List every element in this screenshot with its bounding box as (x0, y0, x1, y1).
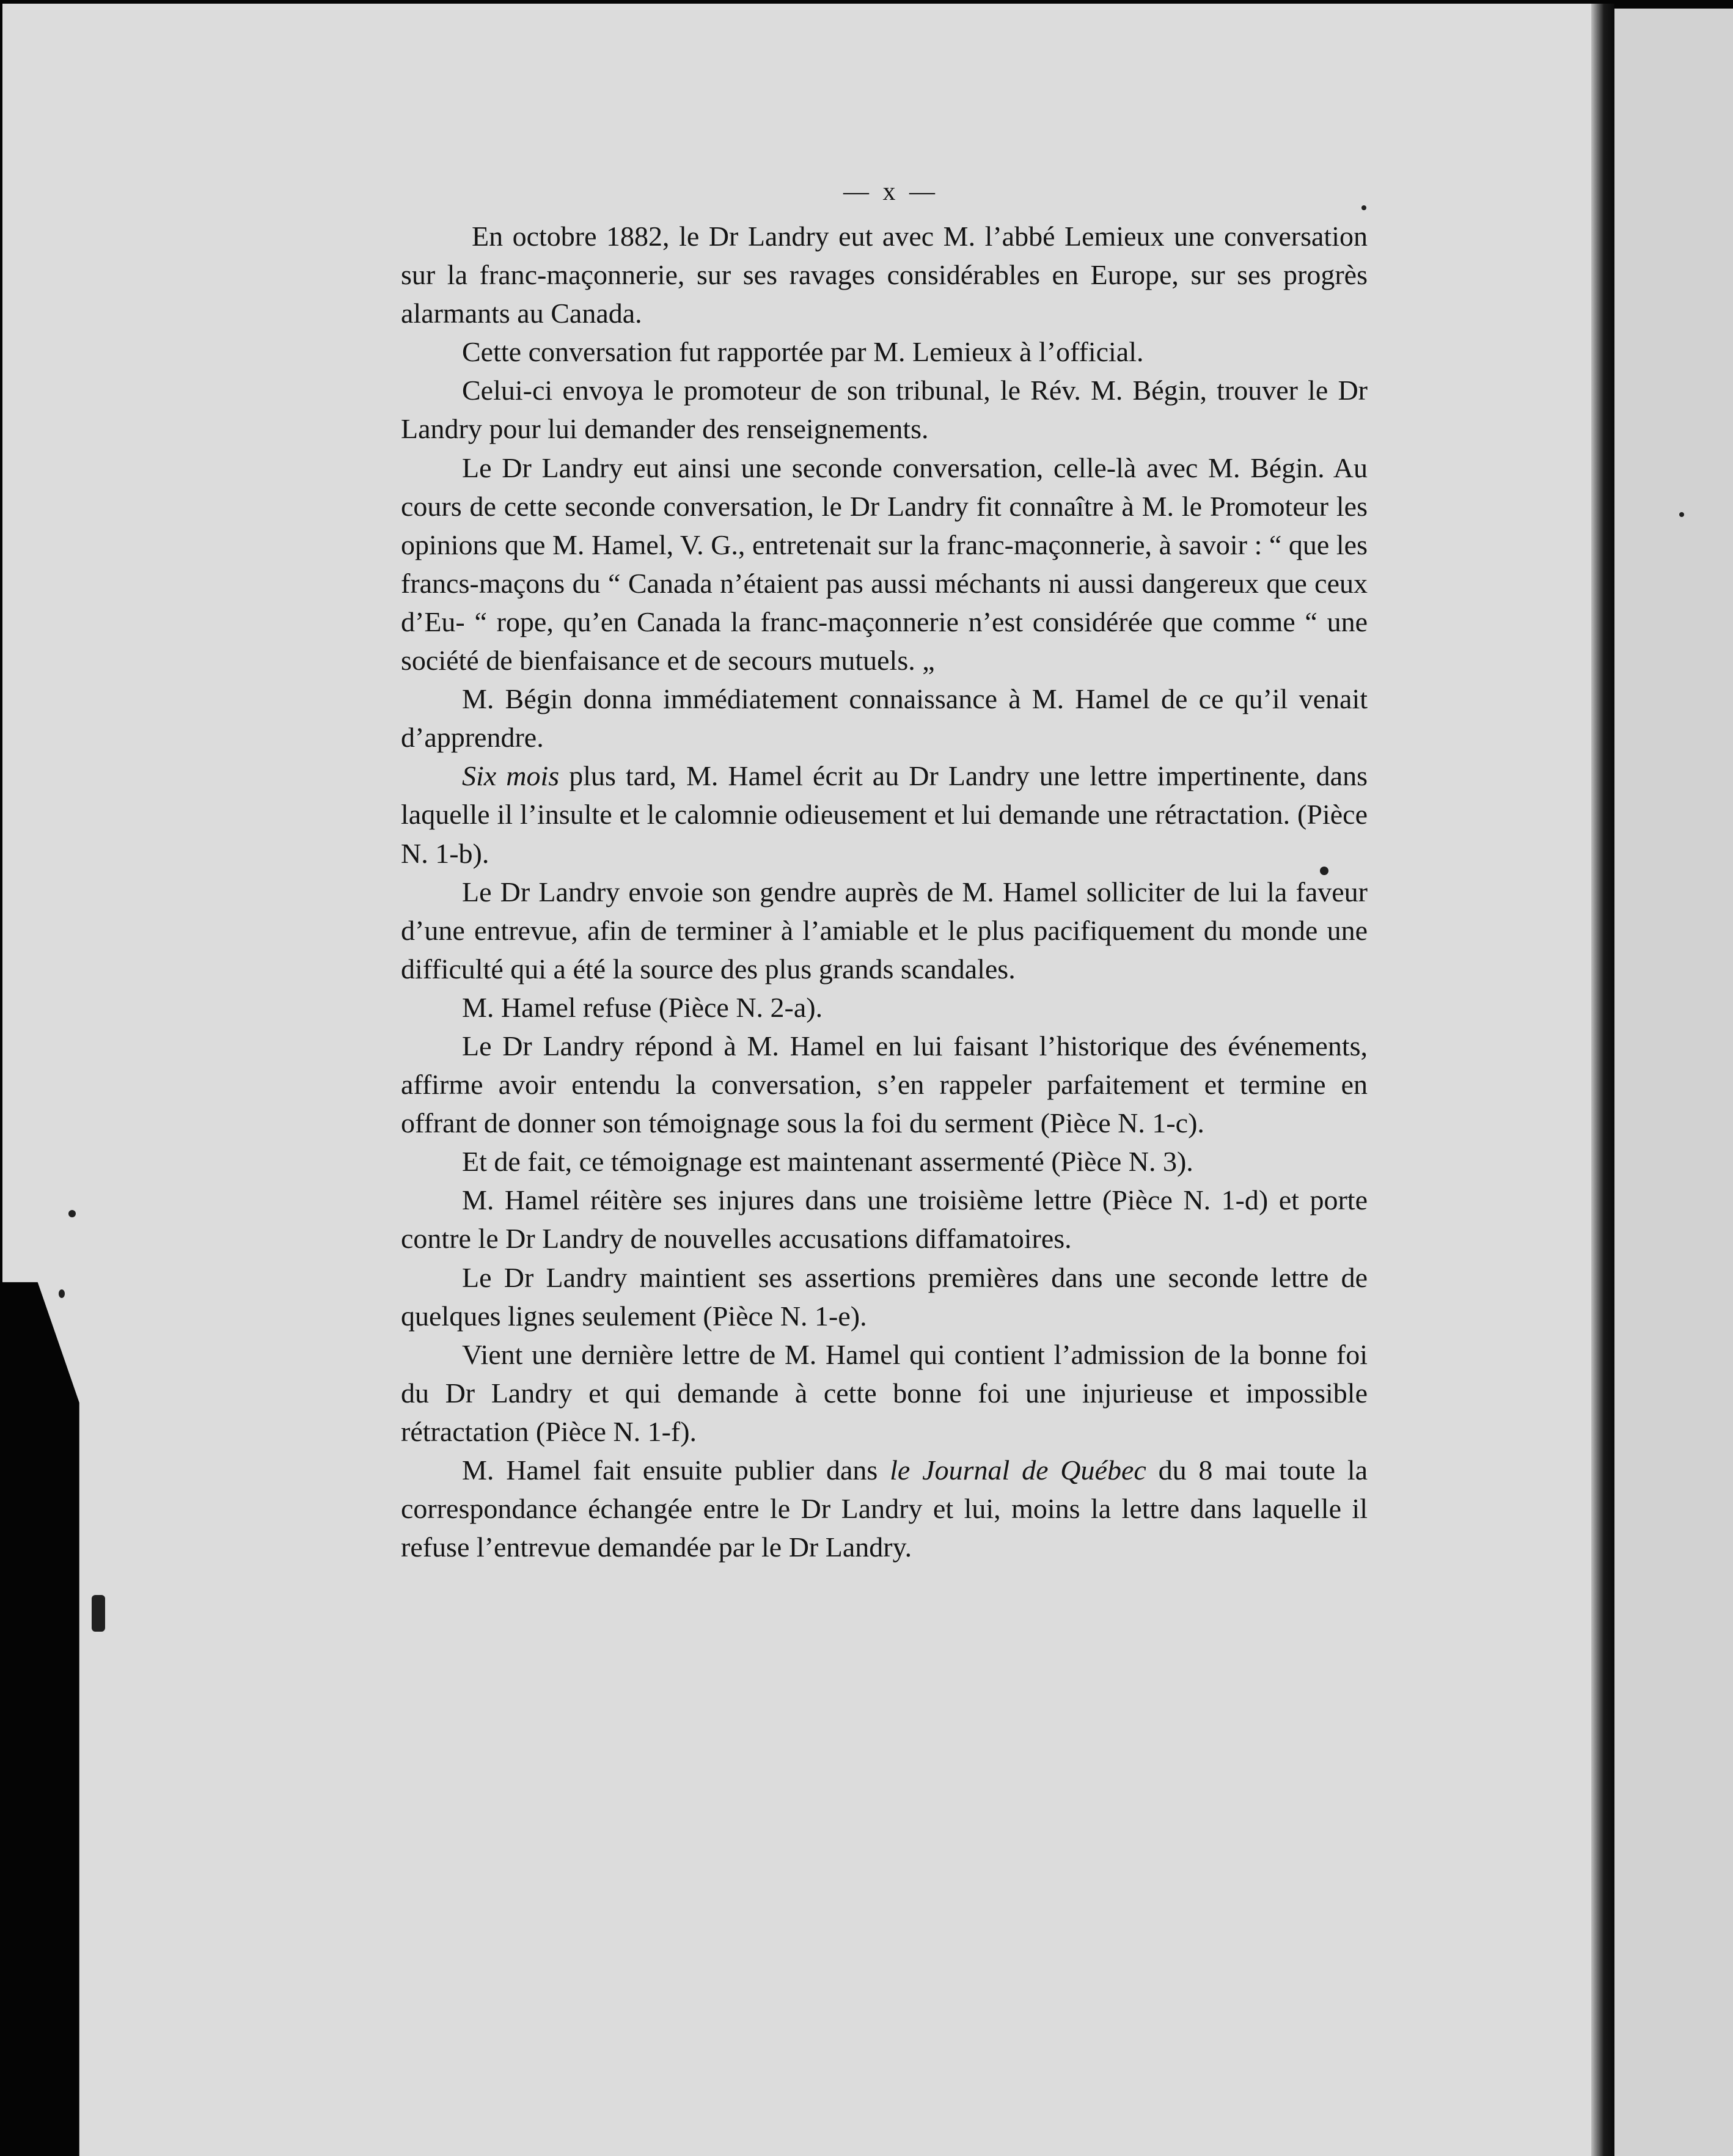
paragraph: M. Hamel réitère ses injures dans une troisième lettre (Pièce N. 1-d) et porte contre le Dr Landry de nouvelles accusations diffamatoires. (401, 1184, 1368, 1255)
paragraph (401, 1451, 1368, 1566)
italic-six-mois: Six mois (462, 760, 560, 792)
scan-speck (1361, 205, 1366, 210)
paragraph: Le Dr Landry eut ainsi une seconde conversation, celle-là avec M. Bégin. Au cours de cette seconde conversation, le Dr Landry fit connaître à M. le Promoteur les opinions que M. Hamel, V. G., entretenait sur la franc-maçonnerie, à savoir : “ que les francs-maçons du “ Canada n’étaient pas aussi méchants ni aussi dangereux que ceux d’Eu- “ rope, qu’en Canada la franc-maçonnerie n’est considérée que comme “ une société de bienfaisance et de secours mutuels. „ (401, 452, 1368, 676)
paragraph: Cette conversation fut rapportée par M. Lemieux à l’official. (462, 336, 1144, 368)
page-number: — x — (843, 178, 939, 206)
paragraph: Le Dr Landry maintient ses assertions premières dans une seconde lettre de quelques lignes seulement (Pièce N. 1-e). (401, 1261, 1368, 1332)
scan-speck (1679, 512, 1684, 517)
scan-speck (59, 1289, 65, 1298)
paragraph: M. Hamel refuse (Pièce N. 2-a). (462, 991, 823, 1023)
paragraph: Et de fait, ce témoignage est maintenant assermenté (Pièce N. 3). (462, 1146, 1193, 1178)
scan-speck (68, 1210, 76, 1217)
paragraph-text: M. Hamel fait ensuite publier dans (462, 1454, 878, 1486)
paragraph: Celui-ci envoya le promoteur de son tribunal, le Rév. M. Bégin, trouver le Dr Landry pour lui demander des renseignements. (401, 375, 1368, 445)
paragraph: M. Bégin donna immédiatement connaissance à M. Hamel de ce qu’il venait d’apprendre. (401, 683, 1368, 754)
paragraph: Le Dr Landry répond à M. Hamel en lui faisant l’historique des événements, affirme avoir entendu la conversation, s’en rappeler parfaitement et termine en offrant de donner son témoignage sous la foi du serment (Pièce N. 1-c). (401, 1030, 1368, 1139)
page-edge-shadow (1591, 4, 1614, 2156)
paragraph: Le Dr Landry envoie son gendre auprès de M. Hamel solliciter de lui la faveur d’une entrevue, afin de terminer à l’amiable et le plus pacifiquement du monde une difficulté qui a été la source des plus grands scandales. (401, 876, 1368, 985)
italic-journal-title: le Journal de Québec (890, 1454, 1146, 1486)
paragraph: Vient une dernière lettre de M. Hamel qui contient l’admission de la bonne foi du Dr Landry et qui demande à cette bonne foi une injurieuse et impossible rétractation (Pièce N. 1-f). (401, 1338, 1368, 1447)
paragraph (401, 757, 1368, 872)
paragraph: En octobre 1882, le Dr Landry eut avec M. l’abbé Lemieux une conversation sur la franc-maçonnerie, sur ses ravages considérables en Europe, sur ses progrès alarmants au Canada. (401, 221, 1368, 329)
scan-speck (92, 1595, 105, 1632)
adjacent-page-strip (1614, 9, 1733, 2156)
paragraph-text: du 8 mai toute la correspondance échangée entre le Dr Landry et lui, moins la lettre dans laquelle il refuse l’entrevue demandée par le Dr Landry. (401, 1454, 1368, 1563)
body-text (401, 217, 1368, 1566)
paragraph-text: plus tard, M. Hamel écrit au Dr Landry une lettre impertinente, dans laquelle il l’insulte et le calomnie odieusement et lui demande une rétractation. (Pièce N. 1-b). (401, 760, 1368, 869)
